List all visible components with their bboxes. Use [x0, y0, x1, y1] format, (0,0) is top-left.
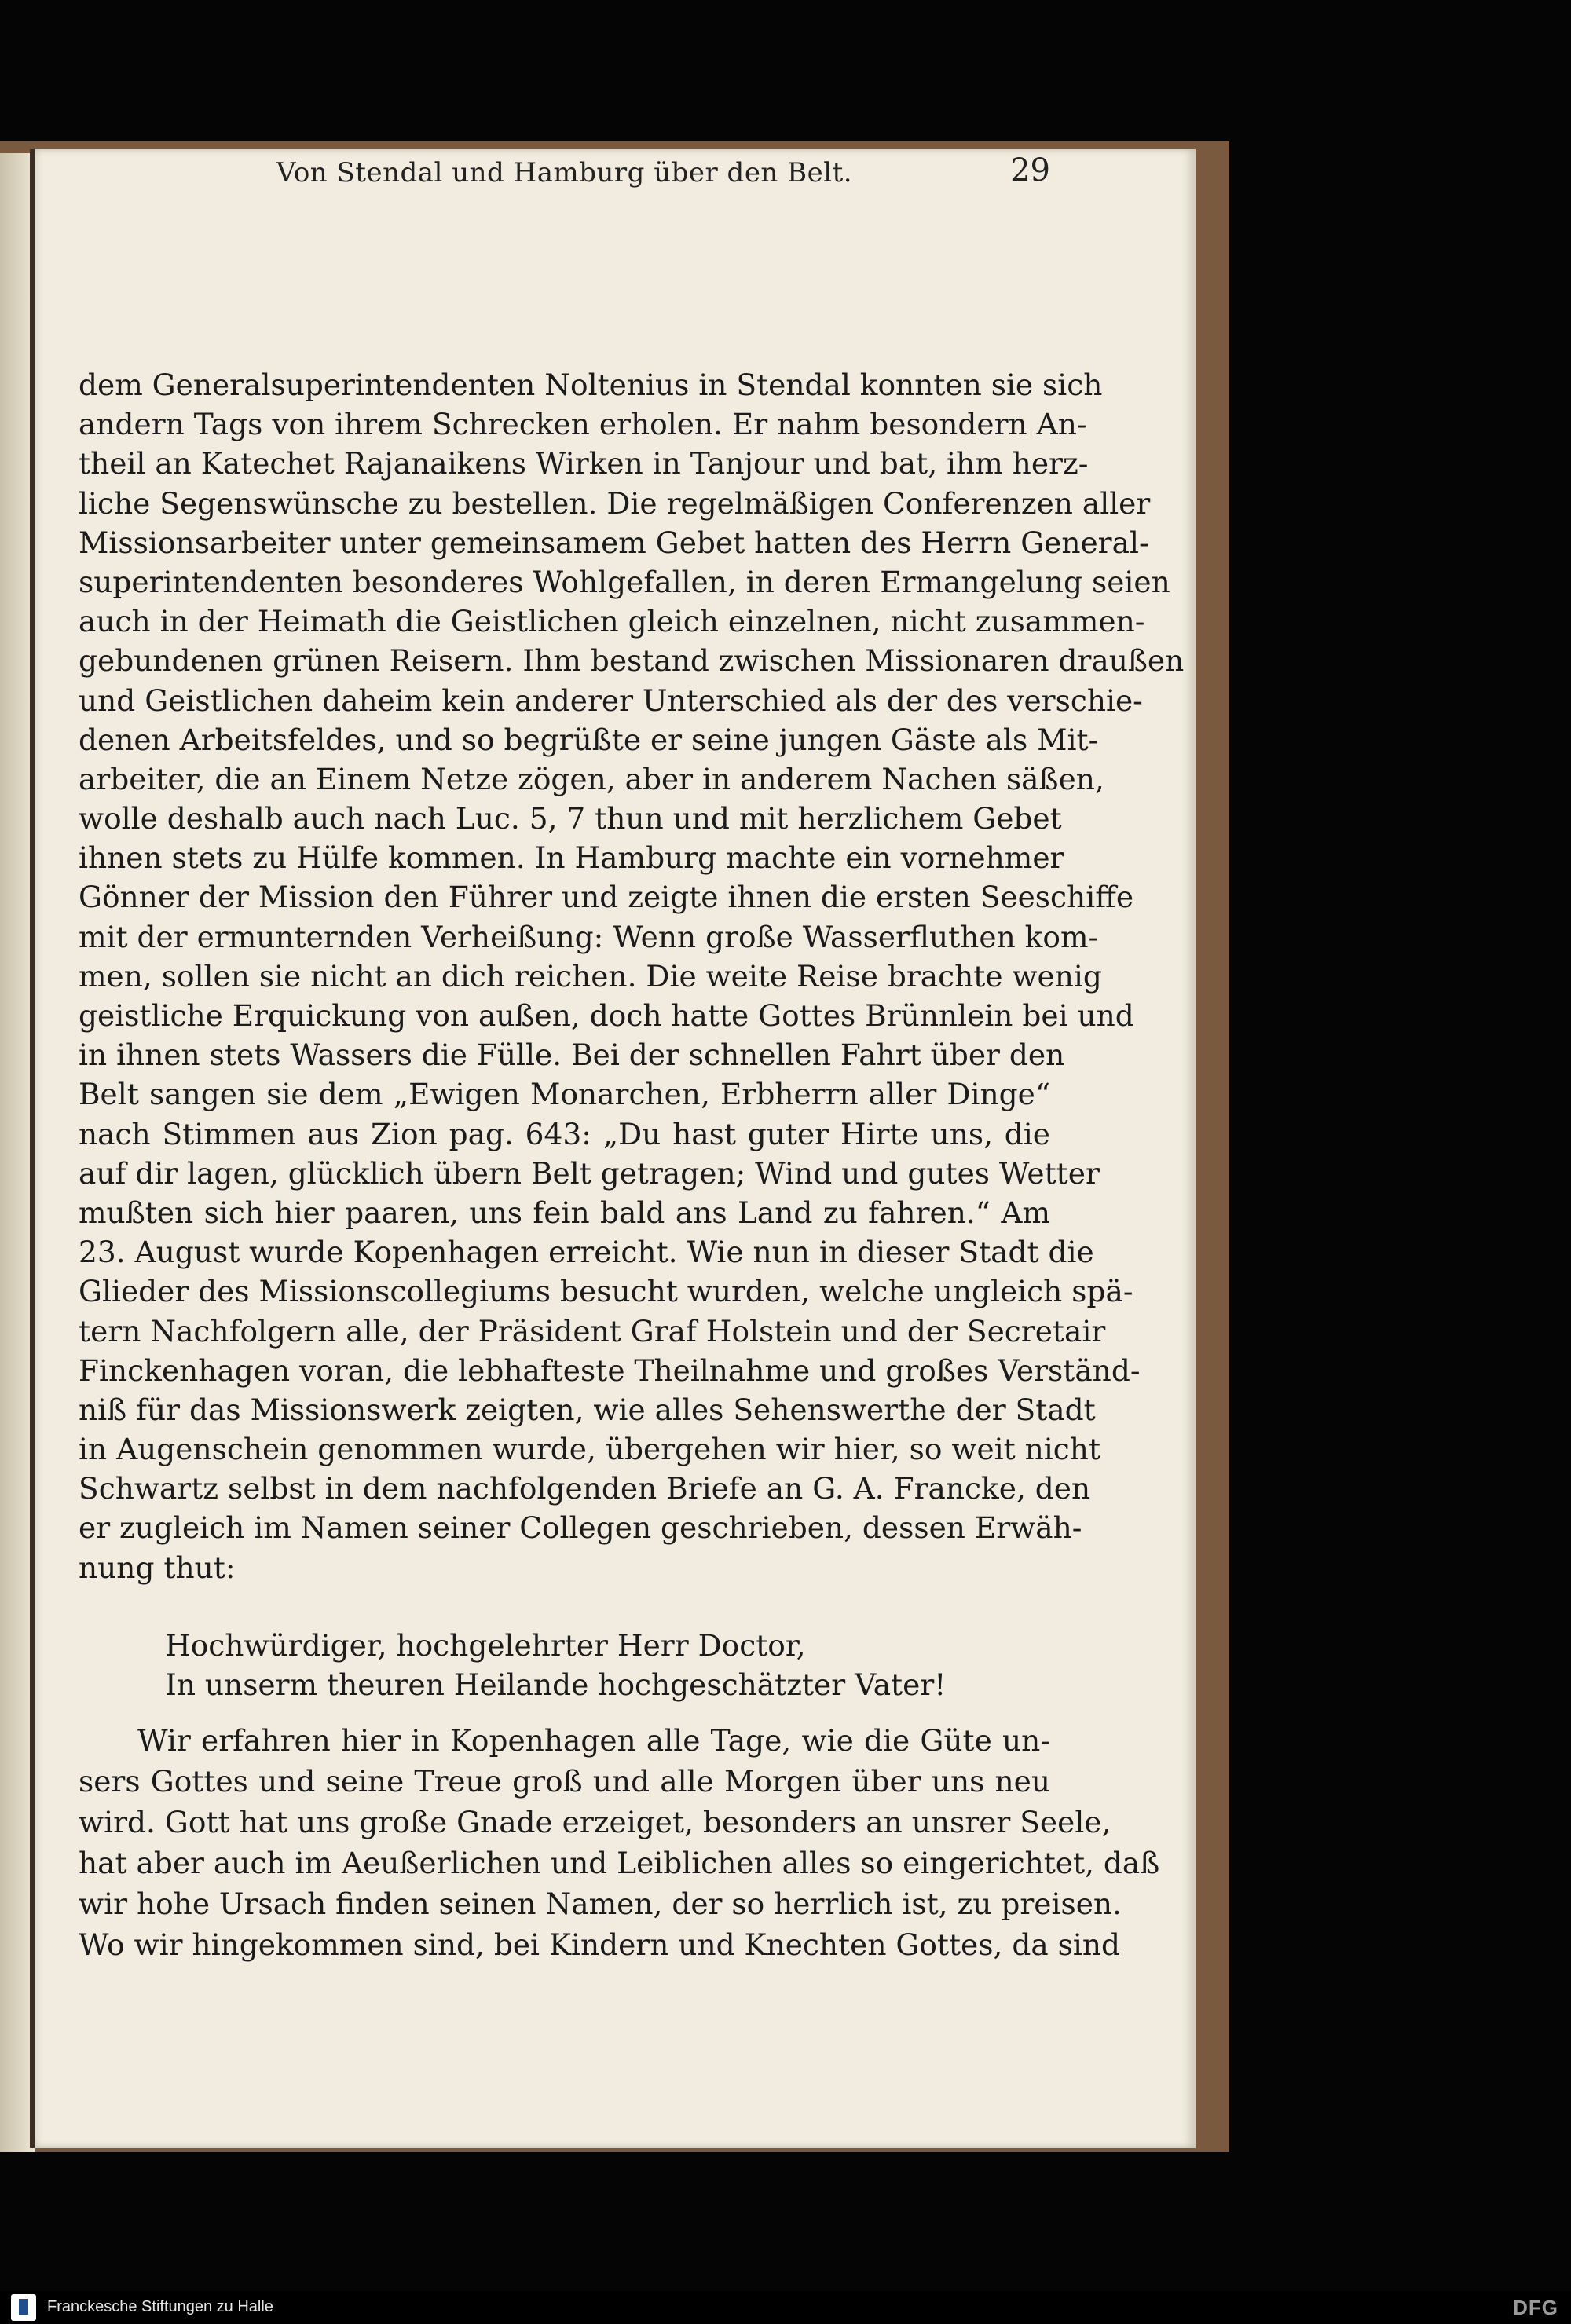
text-line: Gönner der Mission den Führer und zeigte ihnen die ersten Seeschiffe — [79, 880, 1134, 915]
text-line: in Augenschein genommen wurde, übergehen wir hier, so weit nicht — [79, 1432, 1101, 1467]
text-line: in ihnen stets Wassers die Fülle. Bei der schnellen Fahrt über den — [79, 1038, 1065, 1073]
running-head — [79, 152, 1050, 204]
page-gutter — [30, 149, 35, 2148]
letter-line: hat aber auch im Aeußerlichen und Leiblichen alles so eingerichtet, daß — [79, 1846, 1160, 1880]
text-line: denen Arbeitsfeldes, und so begrüßte er seine jungen Gäste als Mit- — [79, 722, 1099, 757]
dfg-badge: DFG — [1513, 2296, 1558, 2319]
text-line: arbeiter, die an Einem Netze zögen, aber in anderem Nachen säßen, — [79, 761, 1104, 796]
text-line: Schwartz selbst in dem nachfolgenden Briefe an G. A. Francke, den — [79, 1471, 1091, 1506]
text-line: Missionsarbeiter unter gemeinsamem Gebet hatten des Herrn General- — [79, 525, 1149, 560]
text-line: liche Segenswünsche zu bestellen. Die regelmäßigen Conferenzen aller — [79, 485, 1151, 521]
text-line: gebundenen grünen Reisern. Ihm bestand zwischen Missionaren draußen — [79, 643, 1185, 679]
main-text-block — [79, 365, 1185, 1587]
footer-source-label: Franckesche Stiftungen zu Halle — [47, 2298, 273, 2315]
text-line: auch in der Heimath die Geistlichen gleich einzelnen, nicht zusammen- — [79, 604, 1145, 639]
text-line: men, sollen sie nicht an dich reichen. Die weite Reise brachte wenig — [79, 958, 1102, 994]
running-title: Von Stendal und Hamburg über den Belt. — [276, 157, 853, 188]
letter-line: sers Gottes und seine Treue groß und alle Morgen über uns neu — [79, 1764, 1050, 1799]
salutation-line-2: In unserm theuren Heilande hochgeschätzter Vater! — [165, 1667, 947, 1702]
text-line: mußten sich hier paaren, uns fein bald ans Land zu fahren.“ Am — [79, 1195, 1050, 1230]
page-number: 29 — [1010, 152, 1050, 188]
text-line: dem Generalsuperintendenten Noltenius in Stendal konnten sie sich — [79, 368, 1103, 402]
text-line: nung thut: — [79, 1550, 236, 1585]
salutation-line-1: Hochwürdiger, hochgelehrter Herr Doctor, — [165, 1628, 806, 1663]
text-line: auf dir lagen, glücklich übern Belt getragen; Wind und gutes Wetter — [79, 1155, 1100, 1191]
viewer-footer — [0, 2291, 1571, 2324]
text-line: und Geistlichen daheim kein anderer Unterschied als der des verschie- — [79, 683, 1143, 718]
text-line: wolle deshalb auch nach Luc. 5, 7 thun und mit herzlichem Gebet — [79, 801, 1062, 836]
text-line: ihnen stets zu Hülfe kommen. In Hamburg machte ein vornehmer — [79, 840, 1064, 876]
letter-text-block — [79, 1720, 1160, 1965]
text-line: tern Nachfolgern alle, der Präsident Graf Holstein und der Secretair — [79, 1313, 1106, 1349]
text-line: theil an Katechet Rajanaikens Wirken in Tanjour und bat, ihm herz- — [79, 446, 1089, 481]
letter-salutation — [165, 1626, 950, 1704]
text-line: Glieder des Missionscollegiums besucht wurden, welche ungleich spä- — [79, 1274, 1133, 1309]
text-line: Belt sangen sie dem „Ewigen Monarchen, Erbherrn aller Dinge“ — [79, 1077, 1050, 1112]
letter-line: wird. Gott hat uns große Gnade erzeiget, besonders an unsrer Seele, — [79, 1805, 1111, 1839]
letter-line: wir hohe Ursach finden seinen Namen, der so herrlich ist, zu preisen. — [79, 1887, 1122, 1921]
letter-line: Wo wir hingekommen sind, bei Kindern und Knechten Gottes, da sind — [79, 1927, 1121, 1962]
franckesche-stiftungen-logo-icon — [11, 2294, 36, 2321]
text-line: 23. August wurde Kopenhagen erreicht. Wie nun in dieser Stadt die — [79, 1235, 1094, 1270]
text-line: geistliche Erquickung von außen, doch hatte Gottes Brünnlein bei und — [79, 998, 1134, 1033]
text-line: andern Tags von ihrem Schrecken erholen. Er nahm besondern An- — [79, 407, 1087, 442]
letter-line: Wir erfahren hier in Kopenhagen alle Tage, wie die Güte un- — [137, 1723, 1050, 1758]
text-line: nach Stimmen aus Zion pag. 643: „Du hast guter Hirte uns, die — [79, 1116, 1050, 1151]
text-line: Finckenhagen voran, die lebhafteste Theilnahme und großes Verständ- — [79, 1352, 1141, 1388]
text-line: er zugleich im Namen seiner Collegen geschrieben, dessen Erwäh- — [79, 1510, 1082, 1546]
text-line: superintendenten besonderes Wohlgefallen, in deren Ermangelung seien — [79, 564, 1170, 599]
text-line: mit der ermunternden Verheißung: Wenn große Wasserfluthen kom- — [79, 919, 1099, 954]
text-line: niß für das Missionswerk zeigten, wie alles Sehenswerthe der Stadt — [79, 1392, 1096, 1427]
